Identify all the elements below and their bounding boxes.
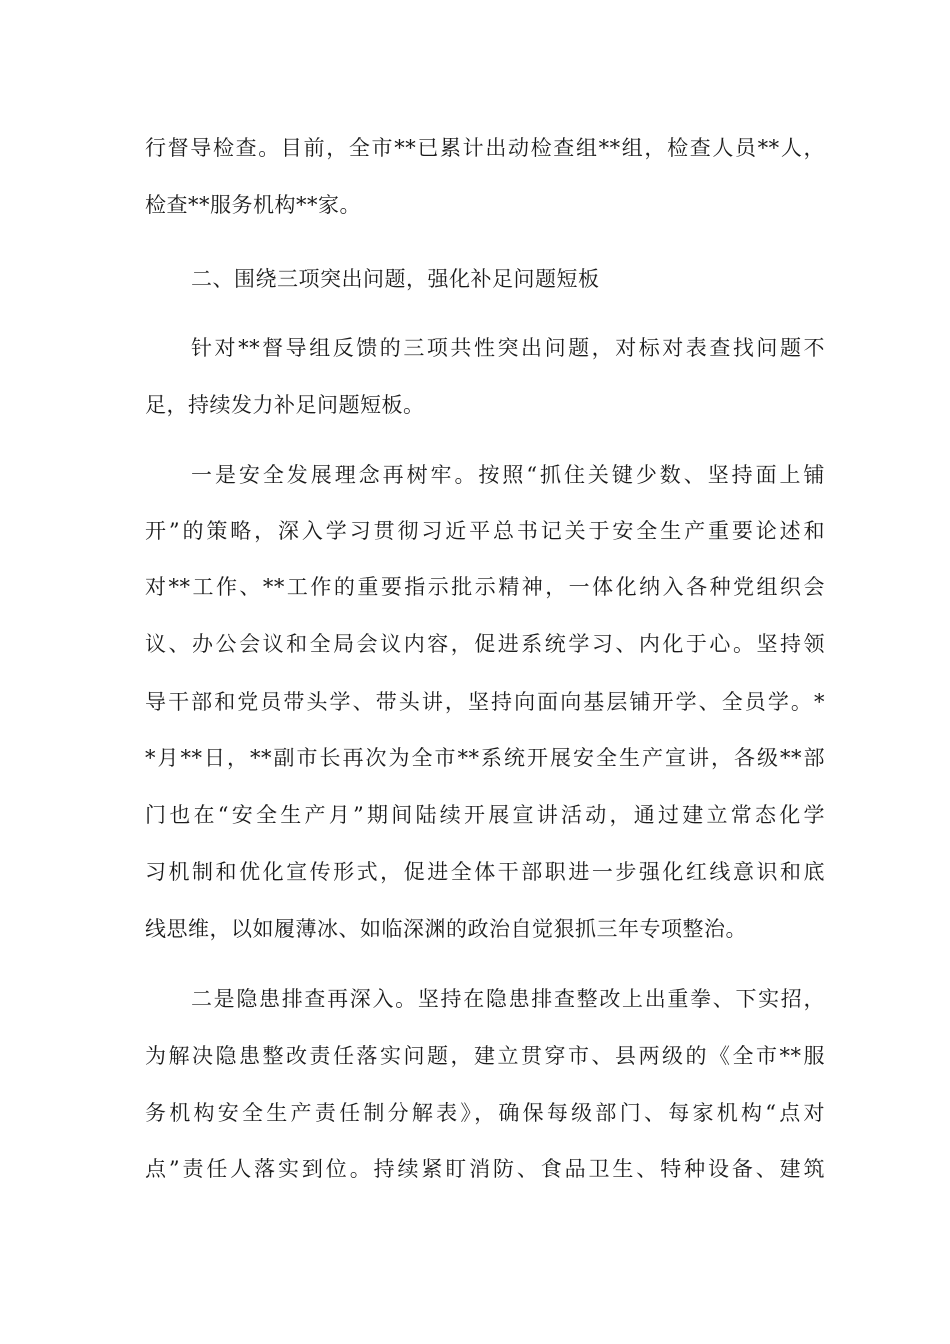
text-line: 行督导检查。目前，全市**已累计出动检查组**组，检查人员**人， [145, 136, 825, 160]
text-line: 门也在“安全生产月”期间陆续开展宣讲活动，通过建立常态化学 [145, 803, 825, 827]
text-line: *月**日，**副市长再次为全市**系统开展安全生产宣讲，各级**部 [145, 746, 825, 770]
text-line: 点”责任人落实到位。持续紧盯消防、食品卫生、特种设备、建筑 [145, 1157, 825, 1181]
text-line: 足，持续发力补足问题短板。 [145, 393, 425, 417]
text-line: 开”的策略，深入学习贯彻习近平总书记关于安全生产重要论述和 [145, 519, 825, 543]
section-heading: 二、围绕三项突出问题，强化补足问题短板 [191, 267, 600, 291]
text-line: 议、办公会议和全局会议内容，促进系统学习、内化于心。坚持领 [145, 632, 825, 656]
text-line: 一是安全发展理念再树牢。按照“抓住关键少数、坚持面上铺 [191, 463, 825, 487]
text-line: 线思维，以如履薄冰、如临深渊的政治自觉狠抓三年专项整治。 [145, 917, 747, 941]
text-line: 为解决隐患整改责任落实问题，建立贯穿市、县两级的《全市**服 [145, 1044, 825, 1068]
text-line: 二是隐患排查再深入。坚持在隐患排查整改上出重拳、下实招， [191, 987, 825, 1011]
text-line: 务机构安全生产责任制分解表》，确保每级部门、每家机构“点对 [145, 1101, 825, 1125]
text-line: 检查**服务机构**家。 [145, 193, 361, 217]
text-line: 导干部和党员带头学、带头讲，坚持向面向基层铺开学、全员学。* [145, 690, 825, 714]
text-line: 习机制和优化宣传形式，促进全体干部职进一步强化红线意识和底 [145, 860, 825, 884]
text-line: 对**工作、**工作的重要指示批示精神，一体化纳入各种党组织会 [145, 575, 825, 599]
text-line: 针对**督导组反馈的三项共性突出问题，对标对表查找问题不 [191, 336, 825, 360]
